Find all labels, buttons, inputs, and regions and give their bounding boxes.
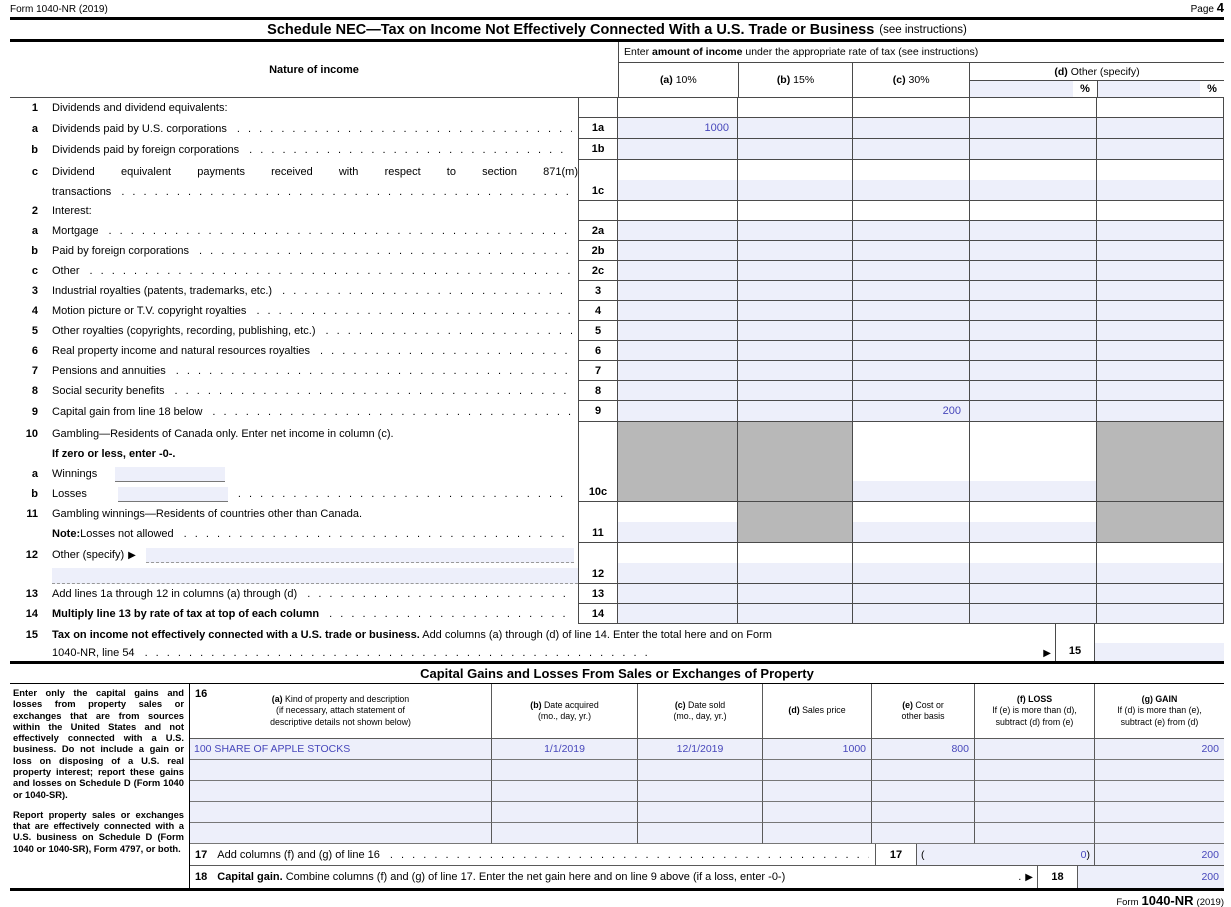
other-rate-input-2[interactable] xyxy=(1098,81,1200,97)
nec-amount-13-d1[interactable] xyxy=(970,584,1097,604)
nec-amount-12-b[interactable] xyxy=(738,543,853,584)
nec-amount-2c-d2[interactable] xyxy=(1097,261,1224,281)
nec-amount-5-d1[interactable] xyxy=(970,321,1097,341)
other-rate-input-1[interactable] xyxy=(970,81,1073,97)
nec-amount-12-d2[interactable] xyxy=(1097,543,1224,584)
nec-row-11: 11 Gambling winnings—Residents of countries other than Canada. Note: Losses not allowed . . 11 xyxy=(10,502,1224,543)
nec-amount-1a-d1[interactable] xyxy=(970,118,1097,139)
capital-gains-table xyxy=(10,683,1224,891)
nec-amount-2c-a[interactable] xyxy=(618,261,738,281)
loss-input[interactable] xyxy=(975,739,1095,760)
nec-amount-2b-a[interactable] xyxy=(618,241,738,261)
line-number-box: 11 xyxy=(578,502,618,543)
col-sales-price-header: (d) Sales price xyxy=(763,684,872,738)
nec-amount-14-b[interactable] xyxy=(738,604,853,624)
nec-amount-5-c[interactable] xyxy=(853,321,970,341)
nec-amount-6-d1[interactable] xyxy=(970,341,1097,361)
blocked-cell xyxy=(738,502,853,543)
blocked-cell xyxy=(738,422,853,502)
nec-amount-13-c[interactable] xyxy=(853,584,970,604)
right-arrow-icon: ▶ xyxy=(1025,871,1033,883)
line-number-box: 1a xyxy=(578,118,618,139)
page-header xyxy=(10,0,1224,17)
gain-input[interactable]: 200 xyxy=(1095,739,1224,760)
paren-open: ( xyxy=(921,848,925,861)
nec-amount-3-b[interactable] xyxy=(738,281,853,301)
date-sold-input[interactable] xyxy=(638,760,763,781)
line-16-number: 16 xyxy=(195,688,208,700)
cost-basis-input[interactable] xyxy=(872,802,975,823)
sidebar-instructions: Enter only the capital gains and losses from property sales or exchanges that are from sources within the United States and not effectively connected with a U.S. business. Do not include a gain or loss on disposing of a U.S. real property interest; report these gains and losses on Schedule D (Form 1040 or 1040-SR). Report property sales or exchanges that are effectively connected with a U.S. business on Schedule D (Form 1040 or 1040-SR), Form 4797, or both. xyxy=(10,684,190,888)
nature-of-income-header: Nature of income xyxy=(269,63,359,76)
column-b-header: (b) 15% xyxy=(739,63,854,97)
nec-amount-3-d2[interactable] xyxy=(1097,281,1224,301)
nec-row-7: 7 Pensions and annuities . . 7 xyxy=(10,361,1224,381)
percent-sign-2: % xyxy=(1207,83,1217,95)
nec-amount-1b-c[interactable] xyxy=(853,139,970,160)
nec-amount-9-a[interactable] xyxy=(618,401,738,422)
form-id-label: Form 1040-NR (2019) xyxy=(10,4,108,15)
nec-amount-1c-d1[interactable] xyxy=(970,160,1097,201)
date-sold-input[interactable] xyxy=(638,781,763,802)
line17-loss-cell[interactable]: ( 0 ) xyxy=(917,844,1095,866)
nec-amount-4-a[interactable] xyxy=(618,301,738,321)
loss-input[interactable] xyxy=(975,760,1095,781)
nec-row-14: 14 Multiply line 13 by rate of tax at top of each column . . 14 xyxy=(10,604,1224,624)
loss-input[interactable] xyxy=(975,781,1095,802)
nec-amount-8-c[interactable] xyxy=(853,381,970,401)
nec-amount-1b-d2[interactable] xyxy=(1097,139,1224,160)
nec-amount-2c-b[interactable] xyxy=(738,261,853,281)
nec-amount-2c-d1[interactable] xyxy=(970,261,1097,281)
nec-amount-15[interactable] xyxy=(1095,624,1224,661)
nec-amount-5-d2[interactable] xyxy=(1097,321,1224,341)
col-loss-header: (f) LOSS If (e) is more than (d), subtract (d) from (e) xyxy=(975,684,1095,738)
nec-amount-6-a[interactable] xyxy=(618,341,738,361)
loss-input[interactable] xyxy=(975,823,1095,844)
nec-row-15: 15 Tax on income not effectively connected with a U.S. trade or business. Add columns (a) through (d) of line 14. Enter the total here and on Form 1040-NR, line 54 . . ▶ 15 xyxy=(10,624,1224,664)
line-number-box xyxy=(578,98,618,118)
col-gain-header: (g) GAIN If (d) is more than (e), subtract (e) from (d) xyxy=(1117,693,1202,727)
sales-price-input[interactable] xyxy=(763,760,872,781)
nec-amount-7-b[interactable] xyxy=(738,361,853,381)
nec-amount-1a-b[interactable] xyxy=(738,118,853,139)
nec-amount-8-b[interactable] xyxy=(738,381,853,401)
nec-amount-5-b[interactable] xyxy=(738,321,853,341)
page-footer: Form 1040-NR (2019) xyxy=(1116,893,1224,907)
sales-price-input[interactable]: 1000 xyxy=(763,739,872,760)
other-rate-cell-1 xyxy=(970,81,1097,97)
line-number-box: 1c xyxy=(578,160,618,201)
nec-amount-3-a[interactable] xyxy=(618,281,738,301)
nec-amount-8-d2[interactable] xyxy=(1097,381,1224,401)
nec-amount-6-c[interactable] xyxy=(853,341,970,361)
schedule-nec-title: Schedule NEC—Tax on Income Not Effectively Connected With a U.S. Trade or Business (see instructions) xyxy=(10,17,1224,42)
blocked-cell xyxy=(1097,422,1224,502)
other-specify-input-line1[interactable] xyxy=(146,548,574,563)
nec-amount-4-b[interactable] xyxy=(738,301,853,321)
nec-amount-8-a[interactable] xyxy=(618,381,738,401)
date-acquired-input[interactable] xyxy=(492,823,638,844)
nec-table-header xyxy=(10,42,1224,98)
nec-amount-9-c[interactable]: 200 xyxy=(853,401,970,422)
nec-amount-5-a[interactable] xyxy=(618,321,738,341)
nec-amount-12-d1[interactable] xyxy=(970,543,1097,584)
nec-amount-1a-c[interactable] xyxy=(853,118,970,139)
property-description-input[interactable] xyxy=(190,760,492,781)
line-number-box: 1b xyxy=(578,139,618,160)
nec-row-5: 5 Other royalties (copyrights, recording, publishing, etc.) . . 5 xyxy=(10,321,1224,341)
other-rate-cell-2 xyxy=(1097,81,1224,97)
date-acquired-input[interactable] xyxy=(492,802,638,823)
nec-row-2: 2 Interest: xyxy=(10,201,1224,221)
nec-row-2c: c Other . . 2c xyxy=(10,261,1224,281)
nec-amount-9-d2[interactable] xyxy=(1097,401,1224,422)
nec-amount-11-d1[interactable] xyxy=(970,502,1097,543)
nec-amount-2a-a[interactable] xyxy=(618,221,738,241)
nec-amount-2b-d1[interactable] xyxy=(970,241,1097,261)
date-acquired-input[interactable]: 1/1/2019 xyxy=(492,739,638,760)
nec-amount-1b-b[interactable] xyxy=(738,139,853,160)
nec-row-2a: a Mortgage . . 2a xyxy=(10,221,1224,241)
nec-amount-2a-d2[interactable] xyxy=(1097,221,1224,241)
nec-amount-2b-c[interactable] xyxy=(853,241,970,261)
nec-amount-8-d1[interactable] xyxy=(970,381,1097,401)
date-sold-input[interactable]: 12/1/2019 xyxy=(638,739,763,760)
nec-amount-11-c[interactable] xyxy=(853,502,970,543)
nec-row-13: 13 Add lines 1a through 12 in columns (a) through (d) . . 13 xyxy=(10,584,1224,604)
nec-row-1c: c Dividend equivalent payments received with respect to section 871(m) transactions . . 1c xyxy=(10,160,1224,201)
property-description-input[interactable] xyxy=(190,781,492,802)
cost-basis-input[interactable] xyxy=(872,781,975,802)
gain-input[interactable] xyxy=(1095,781,1224,802)
nec-amount-1b-a[interactable] xyxy=(618,139,738,160)
date-acquired-input[interactable] xyxy=(492,781,638,802)
nec-row-12: 12 Other (specify) ▶ 12 xyxy=(10,543,1224,584)
page-indicator: Page 4 xyxy=(1190,0,1224,15)
cg-row-18: 18 Capital gain. Combine columns (f) and (g) of line 17. Enter the net gain here and on line 9 above (if a loss, enter -0-) . ▶ 18 200 xyxy=(190,866,1224,888)
nec-amount-2a-b[interactable] xyxy=(738,221,853,241)
nec-amount-14-a[interactable] xyxy=(618,604,738,624)
nec-amount-13-a[interactable] xyxy=(618,584,738,604)
nec-amount-7-c[interactable] xyxy=(853,361,970,381)
nec-amount-7-d2[interactable] xyxy=(1097,361,1224,381)
right-arrow-icon: ▶ xyxy=(128,549,136,561)
column-a-header: (a) 10% xyxy=(619,63,739,97)
rate-instruction-header: Enter amount of income under the appropriate rate of tax (see instructions) xyxy=(619,42,1224,63)
column-d-header: (d) Other (specify) xyxy=(970,63,1224,81)
nec-amount-1c-d2[interactable] xyxy=(1097,160,1224,201)
nec-amount-2a-c[interactable] xyxy=(853,221,970,241)
nec-amount-7-a[interactable] xyxy=(618,361,738,381)
nec-amount-6-b[interactable] xyxy=(738,341,853,361)
line-number-box: 12 xyxy=(578,543,618,584)
loss-input[interactable] xyxy=(975,802,1095,823)
line-number-box: 18 xyxy=(1037,866,1078,888)
column-c-header: (c) 30% xyxy=(853,63,970,97)
percent-sign-1: % xyxy=(1080,83,1090,95)
nec-amount-3-d1[interactable] xyxy=(970,281,1097,301)
line-number-box: 15 xyxy=(1055,624,1095,661)
nec-row-10: 10 Gambling—Residents of Canada only. Enter net income in column (c). If zero or less, enter -0-. a Winnings b Losses . . 10c xyxy=(10,422,1224,502)
gain-input[interactable] xyxy=(1095,760,1224,781)
nec-row-8: 8 Social security benefits . . 8 xyxy=(10,381,1224,401)
line-number-box: 10c xyxy=(578,422,618,502)
cost-basis-input[interactable] xyxy=(872,760,975,781)
nec-amount-4-c[interactable] xyxy=(853,301,970,321)
col-date-acquired-header: (b) Date acquired (mo., day, yr.) xyxy=(492,684,638,738)
nec-amount-2b-b[interactable] xyxy=(738,241,853,261)
nec-amount-7-d1[interactable] xyxy=(970,361,1097,381)
date-sold-input[interactable] xyxy=(638,823,763,844)
line17-gain-cell[interactable]: 200 xyxy=(1095,844,1224,866)
col-kind-of-property-header: 16 (a) Kind of property and description (if necessary, attach statement of descriptive details not shown below) xyxy=(190,684,492,738)
nec-amount-2c-c[interactable] xyxy=(853,261,970,281)
nec-amount-9-d1[interactable] xyxy=(970,401,1097,422)
nec-amount-13-b[interactable] xyxy=(738,584,853,604)
col-cost-basis-header: (e) Cost or other basis xyxy=(872,684,975,738)
nec-amount-9-b[interactable] xyxy=(738,401,853,422)
property-row-5 xyxy=(190,823,1224,844)
nec-amount-10c-d1[interactable] xyxy=(970,422,1097,502)
date-acquired-input[interactable] xyxy=(492,760,638,781)
nec-row-1a: a Dividends paid by U.S. corporations . . 1a 1000 xyxy=(10,118,1224,139)
nec-amount-1c-b[interactable] xyxy=(738,160,853,201)
nec-amount-12-a[interactable] xyxy=(618,543,738,584)
blocked-cell xyxy=(618,422,738,502)
line18-gain-cell[interactable]: 200 xyxy=(1078,866,1224,888)
property-row-2 xyxy=(190,760,1224,781)
nec-row-6: 6 Real property income and natural resources royalties . . 6 xyxy=(10,341,1224,361)
property-row-4 xyxy=(190,802,1224,823)
losses-input[interactable] xyxy=(118,487,228,502)
col-date-sold-header: (c) Date sold (mo., day, yr.) xyxy=(638,684,763,738)
nec-amount-14-c[interactable] xyxy=(853,604,970,624)
blocked-cell xyxy=(1097,502,1224,543)
nec-amount-14-d1[interactable] xyxy=(970,604,1097,624)
winnings-input[interactable] xyxy=(115,467,225,482)
nec-amount-10c-c[interactable] xyxy=(853,422,970,502)
property-description-input[interactable] xyxy=(190,823,492,844)
nec-amount-1a-d2[interactable] xyxy=(1097,118,1224,139)
nec-amount-11-a[interactable] xyxy=(618,502,738,543)
line-number-box xyxy=(578,201,618,221)
nec-amount-4-d2[interactable] xyxy=(1097,301,1224,321)
property-description-input[interactable] xyxy=(190,802,492,823)
nec-amount-3-c[interactable] xyxy=(853,281,970,301)
gain-input[interactable] xyxy=(1095,802,1224,823)
nec-row-9: 9 Capital gain from line 18 below . . 9 200 xyxy=(10,401,1224,422)
nec-row-2b: b Paid by foreign corporations . . 2b xyxy=(10,241,1224,261)
cg-row-17: 17 Add columns (f) and (g) of line 16 . . 17 ( 0 ) 200 xyxy=(190,844,1224,866)
line-number-box: 17 xyxy=(875,844,917,866)
nec-amount-2b-d2[interactable] xyxy=(1097,241,1224,261)
nec-amount-1c-c[interactable] xyxy=(853,160,970,201)
nec-amount-6-d2[interactable] xyxy=(1097,341,1224,361)
nec-amount-4-d1[interactable] xyxy=(970,301,1097,321)
nec-amount-2a-d1[interactable] xyxy=(970,221,1097,241)
property-description-input[interactable]: 100 SHARE OF APPLE STOCKS xyxy=(190,739,492,760)
nec-amount-1c-a[interactable] xyxy=(618,160,738,201)
cost-basis-input[interactable]: 800 xyxy=(872,739,975,760)
right-arrow-icon: ▶ xyxy=(1043,647,1051,659)
property-row-1 xyxy=(190,739,1224,760)
sales-price-input[interactable] xyxy=(763,823,872,844)
sales-price-input[interactable] xyxy=(763,781,872,802)
cost-basis-input[interactable] xyxy=(872,823,975,844)
sales-price-input[interactable] xyxy=(763,802,872,823)
nec-amount-13-d2[interactable] xyxy=(1097,584,1224,604)
nec-amount-1b-d1[interactable] xyxy=(970,139,1097,160)
property-row-3 xyxy=(190,781,1224,802)
nec-amount-12-c[interactable] xyxy=(853,543,970,584)
date-sold-input[interactable] xyxy=(638,802,763,823)
nec-amount-14-d2[interactable] xyxy=(1097,604,1224,624)
nec-amount-1a-a[interactable]: 1000 xyxy=(618,118,738,139)
capital-gains-section-title: Capital Gains and Losses From Sales or Exchanges of Property xyxy=(420,666,814,681)
other-specify-input-line2[interactable] xyxy=(52,568,578,584)
gain-input[interactable] xyxy=(1095,823,1224,844)
nec-row-1b: b Dividends paid by foreign corporations . . 1b xyxy=(10,139,1224,160)
nec-row-3: 3 Industrial royalties (patents, trademarks, etc.) . . 3 xyxy=(10,281,1224,301)
capital-gains-header-row xyxy=(190,684,1224,739)
nec-row-1: 1 Dividends and dividend equivalents: xyxy=(10,98,1224,118)
paren-close: ) xyxy=(1086,848,1090,861)
nec-row-4: 4 Motion picture or T.V. copyright royalties . . 4 xyxy=(10,301,1224,321)
